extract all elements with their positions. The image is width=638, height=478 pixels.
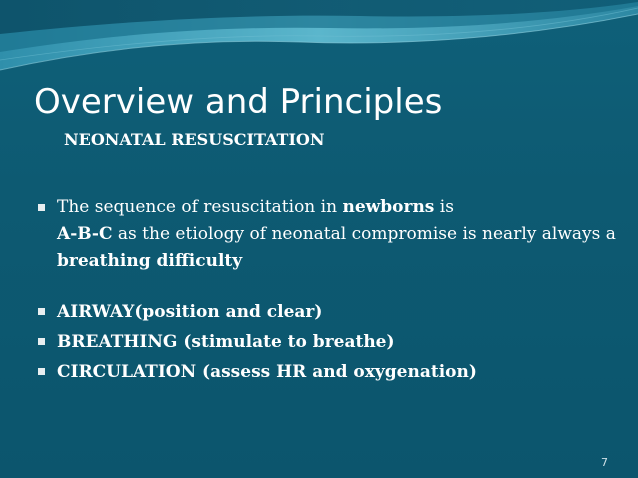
text-segment-bold: newborns xyxy=(342,197,435,217)
text-segment-bold: A-B-C xyxy=(57,224,113,244)
text-segment-bold: BREATHING (stimulate to breathe) xyxy=(57,332,395,352)
square-bullet-icon xyxy=(38,308,45,315)
square-bullet-icon xyxy=(38,338,45,345)
bullet-item xyxy=(38,327,618,357)
text-segment-bold: AIRWAY(position and clear) xyxy=(57,302,323,322)
slide-title: Overview and Principles xyxy=(34,82,443,122)
bullet-list xyxy=(38,194,622,387)
square-bullet-icon xyxy=(38,204,45,211)
bullet-item xyxy=(38,357,618,387)
square-bullet-icon xyxy=(38,368,45,375)
text-segment: is xyxy=(434,197,460,217)
slide-subtitle: NEONATAL RESUSCITATION xyxy=(64,130,325,149)
text-segment: as the etiology of neonatal compromise is nearly always a xyxy=(112,224,622,244)
text-segment-bold: CIRCULATION (assess HR and oxygenation) xyxy=(57,362,477,382)
slide-number: 7 xyxy=(601,456,608,469)
text-segment-bold: breathing difficulty xyxy=(57,251,243,271)
bullet-item xyxy=(38,297,618,327)
bullet-item xyxy=(38,194,622,275)
header-wave-decoration xyxy=(0,0,638,80)
text-segment: The sequence of resuscitation in xyxy=(57,197,343,217)
